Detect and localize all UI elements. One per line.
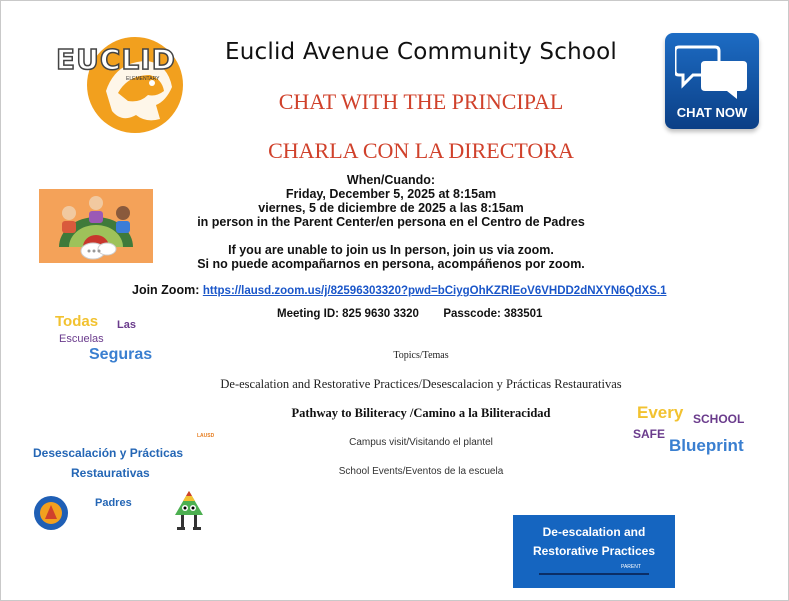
meeting-id: Meeting ID: 825 9630 3320 xyxy=(277,308,419,320)
safe-schools-seguras: Seguras xyxy=(89,346,153,363)
meeting-illustration xyxy=(39,189,153,263)
safe-schools-las: Las xyxy=(117,319,136,331)
event-info xyxy=(151,173,631,271)
deescalation-tag: PARENT xyxy=(621,564,641,570)
topic-item-1: De-escalation and Restorative Practices/Desescalacion y Prácticas Restaurativas xyxy=(220,377,622,391)
parents-logo-line2: Restaurativas xyxy=(71,466,150,480)
mascot-character-icon xyxy=(171,489,207,533)
chat-now-label: CHAT NOW xyxy=(676,105,748,120)
topic-item-4: School Events/Eventos de la escuela xyxy=(338,466,504,477)
topic-item-3: Campus visit/Visitando el plantel xyxy=(349,437,493,448)
deescalation-banner xyxy=(513,515,675,588)
topic-item-2: Pathway to Biliteracy /Camino a la Biliteracidad xyxy=(291,406,551,420)
parents-logo-tag: LAUSD xyxy=(197,433,215,439)
logo-subtext: ELEMENTARY xyxy=(126,76,160,82)
date-spanish: viernes, 5 de diciembre de 2025 a las 8:15am xyxy=(258,201,524,215)
chat-bubbles-icon xyxy=(675,43,749,99)
blueprint-logo xyxy=(633,403,763,463)
logo-text: EUCLID xyxy=(56,43,176,76)
parents-logo-line1: Desescalación y Prácticas xyxy=(33,446,184,460)
parents-logo-line3: Padres xyxy=(95,497,132,509)
deescalation-line2: Restorative Practices xyxy=(532,544,656,558)
blueprint-every: Every xyxy=(637,403,684,422)
lausd-seal-icon xyxy=(33,495,69,531)
parents-deescalation-logo xyxy=(31,431,221,536)
blueprint-school: SCHOOL xyxy=(693,412,745,426)
safe-schools-logo xyxy=(53,313,183,369)
blueprint-safe: SAFE xyxy=(633,427,666,441)
location: in person in the Parent Center/en persona en el Centro de Padres xyxy=(197,215,585,229)
zoom-note-english: If you are unable to join us In person, join us via zoom. xyxy=(228,243,554,257)
deescalation-underline xyxy=(539,573,649,575)
date-english: Friday, December 5, 2025 at 8:15am xyxy=(285,187,497,201)
zoom-link[interactable]: https://lausd.zoom.us/j/82596303320?pwd=bCiygOhKZRlEoV6VHDD2dNXYN6QdXS.1 xyxy=(202,285,667,297)
chat-now-button[interactable] xyxy=(665,33,759,129)
zoom-note-spanish: Si no puede acompañarnos en persona, acompáñenos por zoom. xyxy=(197,257,585,271)
deescalation-line1: De-escalation and xyxy=(542,525,646,539)
meeting-credentials xyxy=(277,307,597,321)
title-english: CHAT WITH THE PRINCIPAL xyxy=(278,89,564,114)
title-spanish: CHARLA CON LA DIRECTORA xyxy=(268,138,574,163)
safe-schools-escuelas: Escuelas xyxy=(59,333,104,345)
safe-schools-todas: Todas xyxy=(55,313,99,330)
people-meeting-icon xyxy=(39,189,153,263)
topics-heading: Topics/Temas xyxy=(393,350,449,361)
when-label: When/Cuando: xyxy=(346,173,436,187)
blueprint-title: Blueprint xyxy=(669,436,744,455)
school-name: Euclid Avenue Community School xyxy=(225,39,617,65)
join-zoom-label: Join Zoom: xyxy=(132,283,200,297)
passcode: Passcode: 383501 xyxy=(443,308,543,320)
join-zoom-row xyxy=(132,283,752,298)
